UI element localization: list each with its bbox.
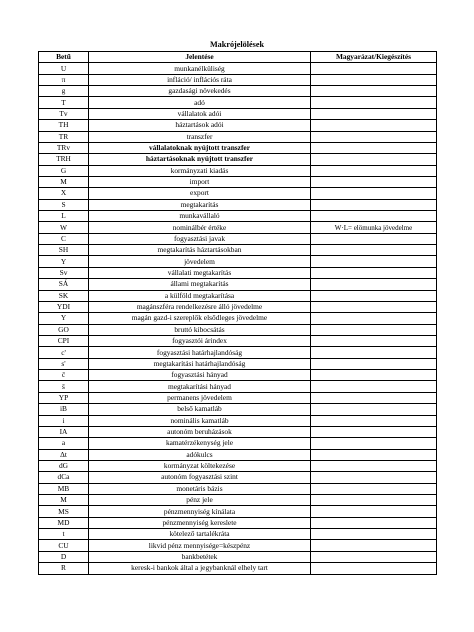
meaning-cell: kormányzati kiadás [89, 165, 311, 176]
note-cell [311, 245, 437, 256]
symbol-cell: R [39, 563, 89, 574]
meaning-cell: infláció/ inflációs ráta [89, 74, 311, 85]
symbol-cell: TRv [39, 142, 89, 153]
symbol-cell: S [39, 199, 89, 210]
table-row [39, 370, 437, 381]
note-cell [311, 438, 437, 449]
table-row [39, 86, 437, 97]
note-cell [311, 290, 437, 301]
table-row [39, 131, 437, 142]
note-cell [311, 506, 437, 517]
symbol-cell: Sv [39, 267, 89, 278]
symbol-cell: SK [39, 290, 89, 301]
note-cell [311, 358, 437, 369]
table-row [39, 154, 437, 165]
note-cell [311, 97, 437, 108]
meaning-cell: kötelező tartalékráta [89, 529, 311, 540]
meaning-cell: pénzmennyiség kereslete [89, 517, 311, 528]
table-row [39, 335, 437, 346]
note-cell [311, 381, 437, 392]
note-cell [311, 313, 437, 324]
meaning-cell: háztartások adói [89, 120, 311, 131]
table-row [39, 199, 437, 210]
meaning-cell: megtakarítás háztartásokban [89, 245, 311, 256]
symbol-cell: X [39, 188, 89, 199]
symbol-cell: GO [39, 324, 89, 335]
note-cell [311, 165, 437, 176]
symbol-cell: Δt [39, 449, 89, 460]
table-body [39, 63, 437, 574]
note-cell [311, 86, 437, 97]
table-row [39, 563, 437, 574]
symbol-cell: CU [39, 540, 89, 551]
meaning-cell: pénz jele [89, 495, 311, 506]
note-cell [311, 347, 437, 358]
symbol-cell: SH [39, 245, 89, 256]
meaning-cell: megtakarítási hányad [89, 381, 311, 392]
meaning-cell: adókulcs [89, 449, 311, 460]
meaning-cell: vállalatok adói [89, 108, 311, 119]
meaning-cell: likvid pénz mennyisége=készpénz [89, 540, 311, 551]
note-cell [311, 74, 437, 85]
symbol-cell: G [39, 165, 89, 176]
meaning-cell: fogyasztási javak [89, 233, 311, 244]
table-row [39, 551, 437, 562]
table-row [39, 74, 437, 85]
symbol-cell: C [39, 233, 89, 244]
macro-symbols-table [38, 51, 437, 575]
symbol-cell: π [39, 74, 89, 85]
symbol-cell: YP [39, 392, 89, 403]
meaning-cell: nominális kamatláb [89, 415, 311, 426]
note-cell [311, 233, 437, 244]
meaning-cell: belső kamatláb [89, 404, 311, 415]
meaning-cell: autonóm beruházások [89, 426, 311, 437]
table-row [39, 222, 437, 233]
symbol-cell: M [39, 176, 89, 187]
note-cell [311, 540, 437, 551]
note-cell [311, 176, 437, 187]
note-cell [311, 426, 437, 437]
table-row [39, 290, 437, 301]
table-row [39, 120, 437, 131]
symbol-cell: a [39, 438, 89, 449]
symbol-cell: MD [39, 517, 89, 528]
note-cell [311, 154, 437, 165]
table-row [39, 540, 437, 551]
meaning-cell: nominálbér értéke [89, 222, 311, 233]
symbol-cell: Tv [39, 108, 89, 119]
table-row [39, 392, 437, 403]
meaning-cell: kamatérzékenység jele [89, 438, 311, 449]
table-row [39, 245, 437, 256]
symbol-cell: g [39, 86, 89, 97]
symbol-cell: T [39, 97, 89, 108]
table-row [39, 142, 437, 153]
meaning-cell: bankbetétek [89, 551, 311, 562]
symbol-cell: s' [39, 358, 89, 369]
header-note: Magyarázat/Kiegészítés [311, 52, 437, 63]
note-cell [311, 120, 437, 131]
note-cell [311, 199, 437, 210]
meaning-cell: vállalatoknak nyújtott transzfer [89, 142, 311, 153]
table-row [39, 301, 437, 312]
meaning-cell: import [89, 176, 311, 187]
symbol-cell: Y [39, 256, 89, 267]
meaning-cell: gazdasági növekedés [89, 86, 311, 97]
table-row [39, 165, 437, 176]
symbol-cell: MB [39, 483, 89, 494]
note-cell [311, 460, 437, 471]
table-row [39, 415, 437, 426]
meaning-cell: export [89, 188, 311, 199]
meaning-cell: állami megtakarítás [89, 279, 311, 290]
table-row [39, 233, 437, 244]
meaning-cell: adó [89, 97, 311, 108]
symbol-cell: L [39, 211, 89, 222]
note-cell [311, 188, 437, 199]
meaning-cell: transzfer [89, 131, 311, 142]
meaning-cell: fogyasztási határhajlandóság [89, 347, 311, 358]
symbol-cell: U [39, 63, 89, 74]
note-cell [311, 449, 437, 460]
meaning-cell: magán gazd-i szereplők elsődleges jövedelme [89, 313, 311, 324]
note-cell [311, 404, 437, 415]
symbol-cell: c̄ [39, 370, 89, 381]
table-row [39, 313, 437, 324]
note-cell [311, 335, 437, 346]
note-cell [311, 256, 437, 267]
note-cell [311, 415, 437, 426]
note-cell [311, 392, 437, 403]
note-cell [311, 211, 437, 222]
table-row [39, 529, 437, 540]
meaning-cell: permanens jövedelem [89, 392, 311, 403]
symbol-cell: TRH [39, 154, 89, 165]
note-cell [311, 63, 437, 74]
table-row [39, 176, 437, 187]
meaning-cell: magánszféra rendelkezésre álló jövedelme [89, 301, 311, 312]
symbol-cell: W [39, 222, 89, 233]
table-row [39, 256, 437, 267]
header-letter: Betű [39, 52, 89, 63]
symbol-cell: IA [39, 426, 89, 437]
table-row [39, 279, 437, 290]
table-row [39, 426, 437, 437]
table-row [39, 460, 437, 471]
note-cell [311, 483, 437, 494]
note-cell [311, 131, 437, 142]
note-cell [311, 267, 437, 278]
meaning-cell: autonóm fogyasztási szint [89, 472, 311, 483]
table-row [39, 438, 437, 449]
symbol-cell: SÁ [39, 279, 89, 290]
symbol-cell: D [39, 551, 89, 562]
meaning-cell: megtakarítás [89, 199, 311, 210]
table-row [39, 267, 437, 278]
table-row [39, 211, 437, 222]
symbol-cell: dCa [39, 472, 89, 483]
note-cell [311, 324, 437, 335]
meaning-cell: pénzmennyiség kínálata [89, 506, 311, 517]
note-cell [311, 108, 437, 119]
meaning-cell: megtakarítási határhajlandóság [89, 358, 311, 369]
table-row [39, 324, 437, 335]
note-cell [311, 279, 437, 290]
symbol-cell: Y [39, 313, 89, 324]
table-row [39, 63, 437, 74]
symbol-cell: dG [39, 460, 89, 471]
table-row [39, 449, 437, 460]
meaning-cell: munkavállaló [89, 211, 311, 222]
table-row [39, 347, 437, 358]
note-cell [311, 370, 437, 381]
table-row [39, 506, 437, 517]
table-row [39, 517, 437, 528]
table-row [39, 97, 437, 108]
note-cell [311, 472, 437, 483]
meaning-cell: keresk-i bankok által a jegybanknál elhely tart [89, 563, 311, 574]
note-cell [311, 517, 437, 528]
table-row [39, 108, 437, 119]
page-title: Makrójelölések [209, 40, 265, 49]
meaning-cell: munkanélküliség [89, 63, 311, 74]
symbol-cell: i [39, 415, 89, 426]
symbol-cell: c' [39, 347, 89, 358]
meaning-cell: fogyasztói árindex [89, 335, 311, 346]
meaning-cell: háztartásoknak nyújtott transzfer [89, 154, 311, 165]
note-cell [311, 142, 437, 153]
meaning-cell: fogyasztási hányad [89, 370, 311, 381]
meaning-cell: jövedelem [89, 256, 311, 267]
note-cell [311, 495, 437, 506]
meaning-cell: a külföld megtakarítása [89, 290, 311, 301]
meaning-cell: bruttó kibocsátás [89, 324, 311, 335]
table-header-row [39, 52, 437, 63]
symbol-cell: TR [39, 131, 89, 142]
note-cell [311, 529, 437, 540]
header-meaning: Jelentése [89, 52, 311, 63]
symbol-cell: M [39, 495, 89, 506]
symbol-cell: MS [39, 506, 89, 517]
note-cell [311, 563, 437, 574]
symbol-cell: s̄ [39, 381, 89, 392]
symbol-cell: TH [39, 120, 89, 131]
symbol-cell: CPI [39, 335, 89, 346]
note-cell [311, 551, 437, 562]
symbol-cell: t [39, 529, 89, 540]
meaning-cell: monetáris bázis [89, 483, 311, 494]
table-row [39, 483, 437, 494]
note-cell: W·L= elömunka jövedelme [311, 222, 437, 233]
table-row [39, 381, 437, 392]
meaning-cell: vállalati megtakarítás [89, 267, 311, 278]
symbol-cell: iB [39, 404, 89, 415]
table-row [39, 404, 437, 415]
table-row [39, 472, 437, 483]
meaning-cell: kormányzat költekezése [89, 460, 311, 471]
table-row [39, 358, 437, 369]
note-cell [311, 301, 437, 312]
table-row [39, 495, 437, 506]
symbol-cell: YDI [39, 301, 89, 312]
table-row [39, 188, 437, 199]
